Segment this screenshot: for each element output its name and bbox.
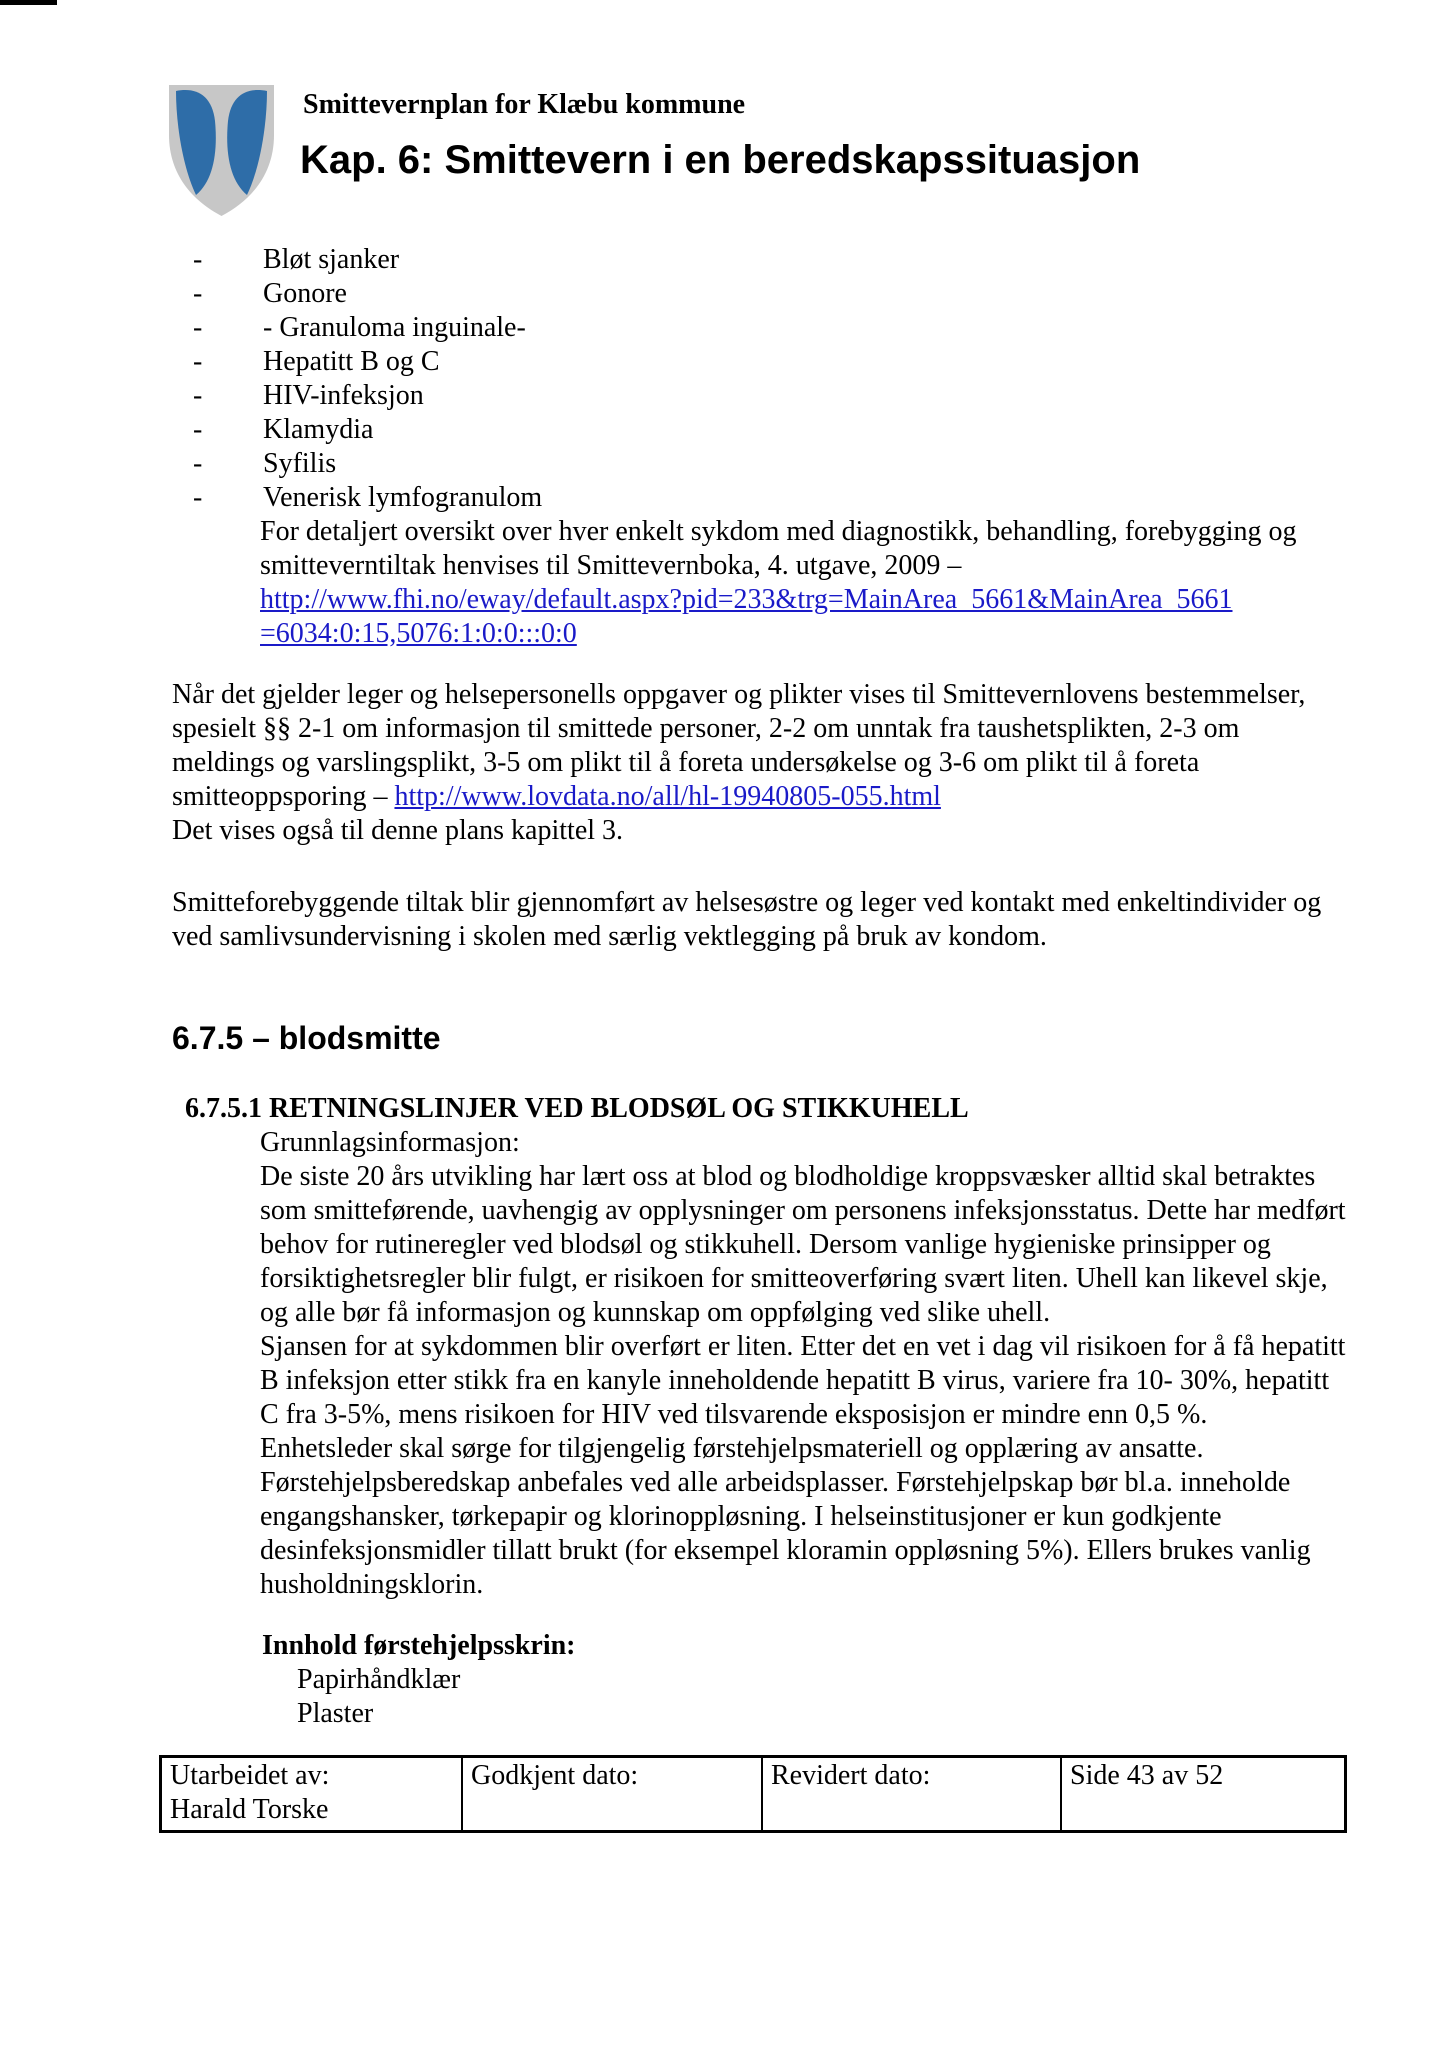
list-item-label: Venerisk lymfogranulom — [263, 482, 543, 513]
guidelines-block — [260, 1126, 1347, 1602]
list-item — [172, 345, 1347, 379]
footer-cell-godkjent: Godkjent dato: — [462, 1757, 762, 1832]
list-item-label: Bløt sjanker — [263, 244, 400, 275]
disease-list — [172, 243, 1347, 515]
document-body — [172, 243, 1347, 1833]
list-dash: - — [193, 448, 203, 479]
list-dash: - — [193, 482, 203, 513]
list-item — [172, 481, 1347, 515]
list-item-label: Klamydia — [263, 414, 374, 445]
list-item — [172, 277, 1347, 311]
detail-text: For detaljert oversikt over hver enkelt sykdom med diagnostikk, behandling, forebygging og smitteverntiltak henvises til Smittevernboka, 4. utgave, 2009 – — [260, 516, 1297, 581]
first-aid-list — [297, 1663, 1347, 1731]
law-text: Når det gjelder leger og helsepersonells oppgaver og plikter vises til Smittevernlovens bestemmelser, spesielt §§ 2-1 om informasjon til smittede personer, 2-2 om unntak fra taushetsplikten, 2-3 om meldings og varslingsplikt, 3-5 om plikt til å foreta undersøkelse og 3-6 om plikt til å foreta smitteoppsporing – — [172, 679, 1306, 812]
prevention-paragraph: Smitteforebyggende tiltak blir gjennomført av helsesøstre og leger ved kontakt med enkeltindivider og ved samlivsundervisning i skolen med særlig vektlegging på bruk av kondom. — [172, 887, 1322, 952]
lovdata-link[interactable]: http://www.lovdata.no/all/hl-19940805-055.html — [394, 781, 941, 812]
list-item — [172, 447, 1347, 481]
section-heading-675: 6.7.5 – blodsmitte — [172, 1020, 441, 1056]
list-item-label: HIV-infeksjon — [263, 380, 424, 411]
list-item — [172, 243, 1347, 277]
list-dash: - — [193, 278, 203, 309]
list-dash: - — [193, 244, 203, 275]
detail-paragraph — [260, 515, 1347, 651]
section-heading-6751: 6.7.5.1 RETNINGSLINJER VED BLODSØL OG STIKKUHELL — [185, 1093, 969, 1124]
list-item — [172, 413, 1347, 447]
footer-cell-revidert: Revidert dato: — [762, 1757, 1061, 1832]
first-aid-item: Plaster — [297, 1698, 374, 1729]
list-item-label: Gonore — [263, 278, 347, 309]
guidelines-paragraph-3: Enhetsleder skal sørge for tilgjengelig førstehjelpsmateriell og opplæring av ansatte. Førstehjelpsberedskap anbefales ved alle arbeidsplasser. Førstehjelpskap bør bl.a. inneholde engangshansker, tørkepapir og klorinoppløsning. I helseinstitusjoner er kun godkjente desinfeksjonsmidler tillatt brukt (for eksempel kloramin oppløsning 5%). Ellers brukes vanlig husholdningsklorin. — [260, 1433, 1311, 1600]
law-text-end: Det vises også til denne plans kapittel 3. — [172, 815, 624, 846]
list-dash: - — [193, 346, 203, 377]
list-dash: - — [193, 312, 203, 343]
list-item-label: Syfilis — [263, 448, 337, 479]
author-name: Harald Torske — [170, 1794, 329, 1825]
guidelines-paragraph-2: Sjansen for at sykdommen blir overført er liten. Etter det en vet i dag vil risikoen for å få hepatitt B infeksjon etter stikk fra en kanyle inneholdende hepatitt B virus, variere fra 10- 30%, hepatitt C fra 3-5%, mens risikoen for HIV ved tilsvarende eksposisjon er mindre enn 0,5 %. — [260, 1331, 1346, 1430]
scan-artifact-bar — [0, 0, 57, 5]
fhi-smittevernboka-link[interactable]: http://www.fhi.no/eway/default.aspx?pid=233&trg=MainArea_5661&MainArea_5661 =6034:0:15,5076:1:0:0:::0:0 — [260, 584, 1233, 649]
first-aid-heading: Innhold førstehjelpsskrin: — [262, 1630, 576, 1661]
list-item — [172, 379, 1347, 413]
guidelines-paragraph-1: De siste 20 års utvikling har lært oss at blod og blodholdige kroppsvæsker alltid skal betraktes som smitteførende, uavhengig av opplysninger om personens infeksjonsstatus. Dette har medført behov for rutineregler ved blodsøl og stikkuhell. Dersom vanlige hygieniske prinsipper og forsiktighetsregler blir fulgt, er risikoen for smitteoverføring svært liten. Uhell kan likevel skje, og alle bør få informasjon og kunnskap om oppfølging ved slike uhell. — [260, 1161, 1346, 1328]
list-item — [172, 311, 1347, 345]
intro-label: Grunnlagsinformasjon: — [260, 1127, 520, 1158]
footer-table — [159, 1755, 1347, 1833]
footer-cell-page-number: Side 43 av 52 — [1061, 1757, 1346, 1832]
klaebu-coat-of-arms-icon — [168, 83, 275, 218]
list-dash: - — [193, 380, 203, 411]
law-paragraph — [172, 678, 1347, 848]
list-item-label: - Granuloma inguinale- — [263, 312, 526, 343]
list-item-label: Hepatitt B og C — [263, 346, 440, 377]
list-dash: - — [193, 414, 203, 445]
footer-cell-utarbeidet: Utarbeidet av: Harald Torske — [161, 1757, 463, 1832]
chapter-title: Kap. 6: Smittevern i en beredskapssituasjon — [300, 138, 1141, 182]
document-title: Smittevernplan for Klæbu kommune — [303, 89, 746, 120]
page-header — [300, 88, 1403, 184]
first-aid-item: Papirhåndklær — [297, 1664, 461, 1695]
